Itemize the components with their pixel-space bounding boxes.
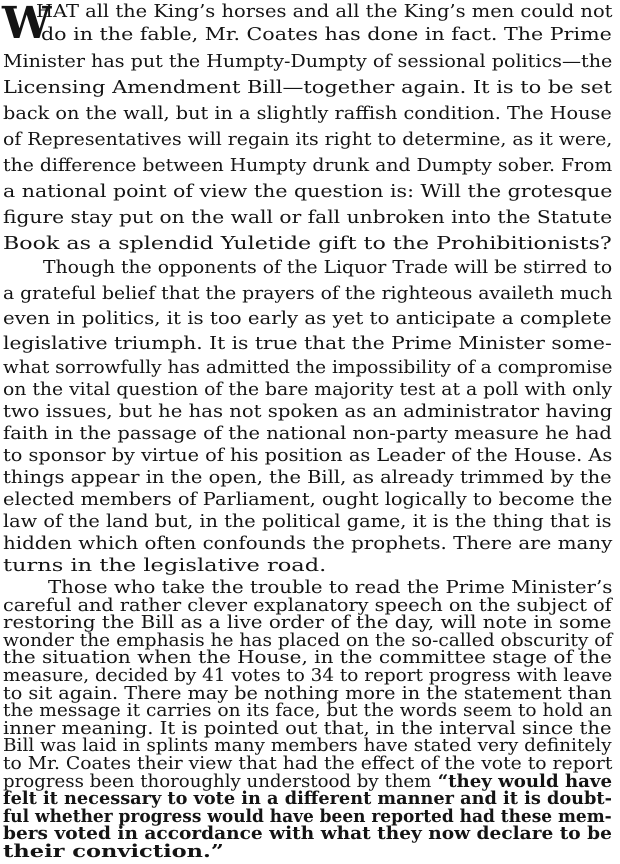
paragraph-line: figure stay put on the wall or fall unbroken into the Statute (3, 207, 613, 228)
drop-cap: W (2, 0, 52, 49)
paragraph-line: even in politics, it is too early as yet to anticipate a complete (3, 308, 612, 329)
paragraph-line: back on the wall, but in a slightly raffish condition. The House (3, 103, 612, 124)
paragraph-line: to Mr. Coates their view that had the effect of the vote to report (3, 753, 613, 774)
paragraph-line: to sit again. There may be nothing more in the statement than (3, 683, 612, 704)
paragraph-line: legislative triumph. It is true that the Prime Minister some- (3, 333, 612, 354)
paragraph-line: two issues, but he has not spoken as an administrator having (3, 401, 613, 422)
quote-line: ful whether progress would have been reported had these mem- (3, 806, 612, 827)
paragraph-line: the difference between Humpty drunk and Dumpty sober. From (3, 155, 613, 176)
paragraph-line: a grateful belief that the prayers of the righteous availeth much (3, 283, 613, 304)
paragraph-line: Minister has put the Humpty-Dumpty of sessional politics—the (3, 51, 613, 72)
paragraph-line: things appear in the open, the Bill, as already trimmed by the (3, 467, 612, 488)
paragraph-line: inner meaning. It is pointed out that, in the interval since the (3, 718, 612, 739)
paragraph-line: a national point of view the question is: Will the grotesque (3, 181, 613, 202)
paragraph-line: faith in the passage of the national non-party measure he had (3, 423, 612, 444)
paragraph-line: the situation when the House, in the committee stage of the (3, 647, 612, 668)
paragraph-line: the message it carries on its face, but the words seem to hold an (3, 700, 613, 721)
paragraph-line: careful and rather clever explanatory speech on the subject of (3, 595, 612, 616)
paragraph-line: do in the fable, Mr. Coates has done in fact. The Prime (41, 24, 612, 45)
paragraph-line: Those who take the trouble to read the Prime Minister’s (48, 577, 613, 598)
quote-line: their conviction.” (3, 841, 224, 862)
paragraph-line: on the vital question of the bare majority test at a poll with only (3, 379, 613, 400)
paragraph-line: Licensing Amendment Bill—together again. It is to be set (3, 77, 612, 98)
paragraph-line: Though the opponents of the Liquor Trade will be stirred to (43, 257, 613, 278)
paragraph-line: Bill was laid in splints many members have stated very definitely (3, 735, 612, 756)
paragraph-line: hidden which often confounds the prophets. There are many (3, 533, 613, 554)
paragraph-line: wonder the emphasis he has placed on the so-called obscurity of (3, 630, 613, 651)
quote-line: bers voted in accordance with what they now declare to be (3, 823, 612, 844)
paragraph-line: progress been thoroughly understood by them “they would have (3, 771, 613, 792)
paragraph-line: to sponsor by virtue of his position as Leader of the House. As (3, 445, 613, 466)
paragraph-line: what sorrowfully has admitted the impossibility of a compromise (3, 357, 613, 378)
paragraph-line: measure, decided by 41 votes to 34 to report progress with leave (3, 665, 613, 686)
paragraph-line: law of the land but, in the political game, it is the thing that is (3, 511, 612, 532)
paragraph-line: HAT all the King’s horses and all the King’s men could not (36, 1, 613, 22)
quote-line: felt it necessary to vote in a different manner and it is doubt- (3, 788, 612, 809)
paragraph-line: restoring the Bill as a live order of the day, will note in some (3, 612, 612, 633)
paragraph-line: elected members of Parliament, ought logically to become the (3, 489, 613, 510)
paragraph-line: turns in the legislative road. (3, 555, 327, 576)
quote-emphasis: “they would have (431, 771, 613, 792)
paragraph-line: of Representatives will regain its right to determine, as it were, (3, 129, 613, 150)
paragraph-line: Book as a splendid Yuletide gift to the Prohibitionists? (3, 233, 612, 254)
